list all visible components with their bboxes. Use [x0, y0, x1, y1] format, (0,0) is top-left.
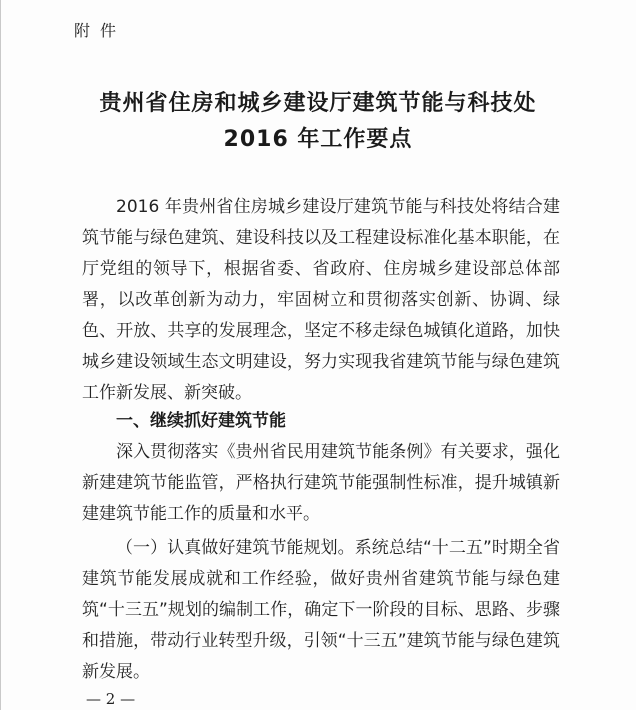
section-intro-paragraph: 深入贯彻落实《贵州省民用建筑节能条例》有关要求，强化新建建筑节能监管，严格执行建筑节能强制性标准，提升城镇新建建筑节能工作的质量和水平。 — [82, 442, 560, 524]
page-number: — 2 — — [86, 690, 136, 708]
document-title-line-2: 2016 年工作要点 — [223, 127, 413, 152]
section-heading: 一、继续抓好建筑节能 — [116, 411, 286, 431]
attachment-label: 附件 — [74, 21, 127, 40]
intro-paragraph: 2016 年贵州省住房城乡建设厅建筑节能与科技处将结合建筑节能与绿色建筑、建设科技以及工程建设标准化基本职能，在厅党组的领导下，根据省委、省政府、住房城乡建设部总体部署，以改革创新为动力，牢固树立和贯彻落实创新、协调、绿色、开放、共享的发展理念，坚定不移走绿色城镇化道路，加快城乡建设领域生态文明建设，努力实现我省建筑节能与绿色建筑工作新发展、新突破。 — [82, 197, 560, 403]
item-one-paragraph: （一）认真做好建筑节能规划。系统总结“十二五”时期全省建筑节能发展成就和工作经验，做好贵州省建筑节能与绿色建筑“十三五”规划的编制工作，确定下一阶段的目标、思路、步骤和措施，带动行业转型升级，引领“十三五”建筑节能与绿色建筑新发展。 — [82, 538, 560, 682]
document-title-line-1: 贵州省住房和城乡建设厅建筑节能与科技处 — [99, 91, 537, 116]
